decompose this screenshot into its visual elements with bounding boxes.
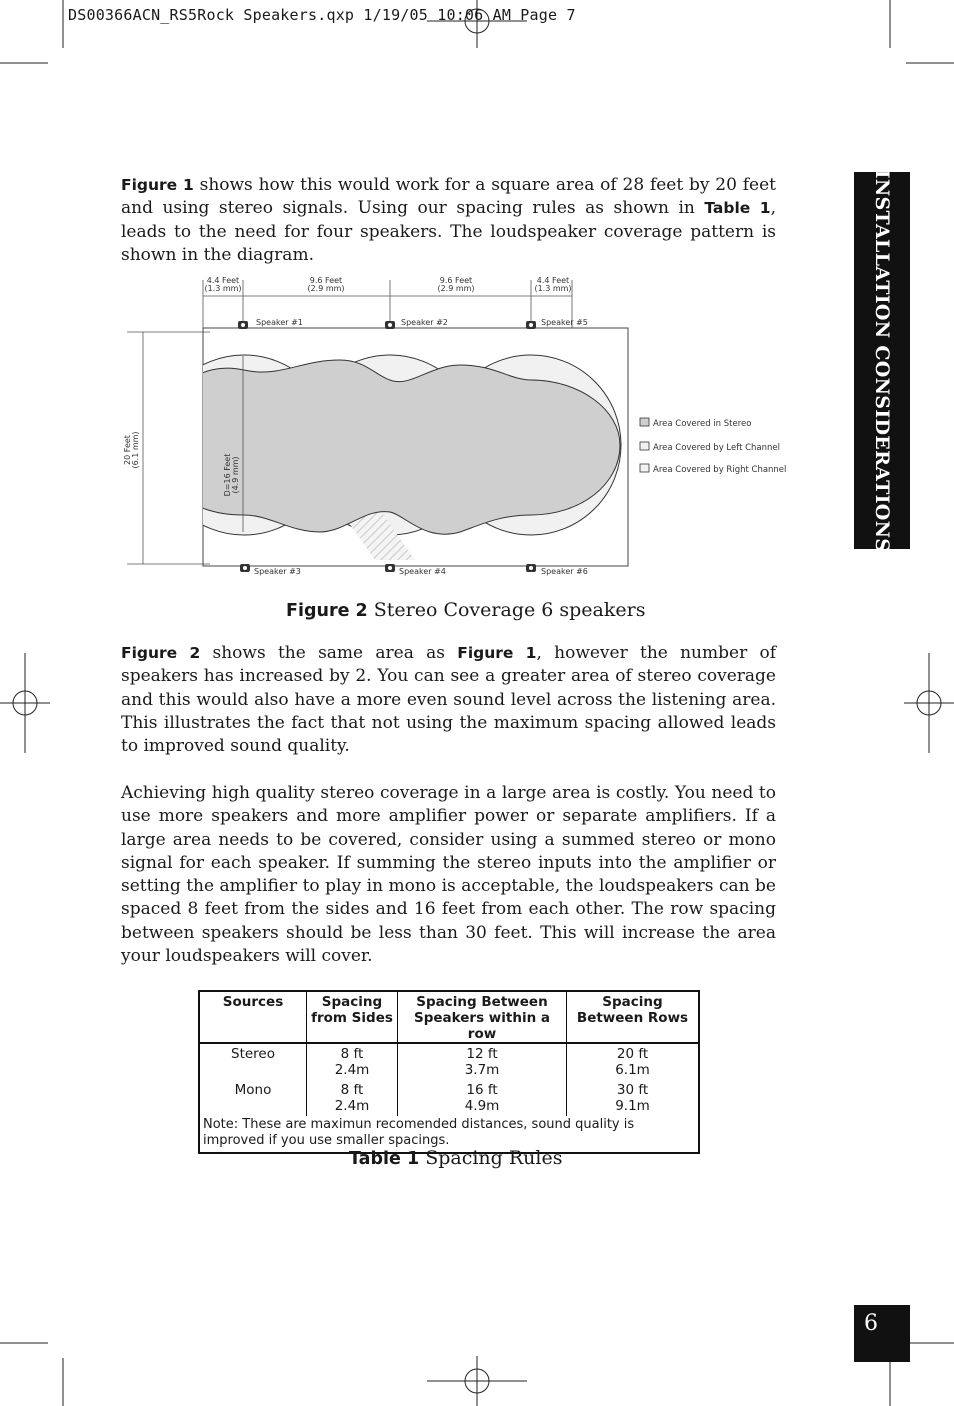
intro-paragraph: Figure 1 shows how this would work for a square area of 28 feet by 20 feet and using stereo signals. Using our spacing rules as shown in Table 1, leads to the need for four speakers. The loudspeaker coverage pattern is shown in the diagram.	[121, 175, 776, 265]
dim-top-3-metric: (2.9 mm)	[437, 284, 475, 293]
cell-source: Mono	[234, 1082, 272, 1098]
legend-swatch-left	[640, 442, 649, 450]
cost-paragraph: Achieving high quality stereo coverage in a large area is costly. You need to use more speakers and more amplifier power or separate amplifiers. If a large area needs to be covered, consider using a summed stereo or mono signal for each speaker. If summing the stereo inputs into the amplifier or setting the amplifier to play in mono is acceptable, the loudspeakers can be spaced 8 feet from the sides and 16 feet from each other. The row spacing between speakers should be less than 30 feet. This will increase the area your loudspeakers will cover.	[121, 783, 776, 967]
legend-swatch-right	[640, 464, 649, 472]
dim-left-metric: (6.1 mm)	[131, 431, 140, 469]
figure-caption: Figure 2 Stereo Coverage 6 speakers	[286, 599, 646, 621]
dim-top-4-metric: (1.3 mm)	[534, 284, 572, 293]
dim-top-1-metric: (1.3 mm)	[204, 284, 242, 293]
stereo-overlap-area	[160, 360, 620, 534]
figure2-paragraph: Figure 2 shows the same area as Figure 1, however the number of speakers has increased by 2. You can see a greater area of stereo coverage and this would also have a more even sound level across the listening area. This illustrates the fact that not using the maximum spacing allowed leads to improved sound quality.	[121, 643, 776, 757]
speaker-6-label: Speaker #6	[541, 567, 588, 576]
cell-rows: 30 ft 9.1m	[567, 1080, 700, 1116]
speaker-icon	[526, 564, 536, 572]
speaker-5-label: Speaker #5	[541, 318, 588, 327]
table-row	[199, 1043, 699, 1080]
legend-swatch-stereo	[640, 418, 649, 426]
dim-top-2-value: 9.6 Feet	[309, 276, 343, 285]
registration-mark-left	[0, 653, 50, 753]
cell-rows: 20 ft 6.1m	[567, 1043, 700, 1080]
section-tab-label: INSTALLATION CONSIDERATIONS	[871, 169, 893, 552]
section-tab	[854, 169, 910, 552]
speaker-2-label: Speaker #2	[401, 318, 448, 327]
speaker-3-label: Speaker #3	[254, 567, 301, 576]
coverage-diagram	[110, 270, 790, 585]
table-caption: Table 1 Spacing Rules	[349, 1147, 563, 1169]
cell-source: Stereo	[231, 1046, 275, 1062]
speaker-4-label: Speaker #4	[399, 567, 446, 576]
header-between-rows: Spacing Between Rows	[567, 991, 700, 1043]
dim-diameter-value: D=16 Feet	[223, 453, 232, 497]
header-sources: Sources	[199, 991, 307, 1043]
dim-left-value: 20 Feet	[123, 435, 132, 465]
dim-top-2-metric: (2.9 mm)	[307, 284, 345, 293]
dim-top-3-value: 9.6 Feet	[439, 276, 473, 285]
cell-between: 12 ft 3.7m	[398, 1043, 567, 1080]
cell-sides: 8 ft 2.4m	[307, 1043, 398, 1080]
speaker-1-label: Speaker #1	[256, 318, 303, 327]
header-from-sides: Spacing from Sides	[307, 991, 398, 1043]
spacing-table	[198, 990, 700, 1154]
table-ref: Table 1	[704, 199, 771, 218]
dim-top-4-value: 4.4 Feet	[536, 276, 570, 285]
legend	[640, 418, 786, 475]
table-header-row	[199, 991, 699, 1043]
table-row	[199, 1080, 699, 1116]
dim-diameter-metric: (4.9 mm)	[231, 456, 240, 494]
speaker-icon	[526, 321, 536, 329]
print-slug: DS00366ACN_RS5Rock Speakers.qxp 1/19/05 10:06 AM Page 7	[68, 6, 576, 24]
table-note: Note: These are maximun recomended distances, sound quality is improved if you use smaller spacings.	[203, 1117, 635, 1148]
legend-stereo-label: Area Covered in Stereo	[653, 419, 752, 429]
figure-ref: Figure 1	[121, 176, 194, 194]
page-number-box	[854, 1305, 910, 1362]
cell-between: 16 ft 4.9m	[398, 1080, 567, 1116]
speaker-icon	[238, 321, 248, 329]
registration-mark-right	[904, 653, 954, 753]
cell-sides: 8 ft 2.4m	[307, 1080, 398, 1116]
legend-left-label: Area Covered by Left Channel	[653, 443, 781, 453]
speaker-icon	[240, 564, 250, 572]
dim-top-1-value: 4.4 Feet	[206, 276, 240, 285]
header-between-speakers: Spacing Between Speakers within a row	[398, 991, 567, 1043]
speaker-icon	[385, 321, 395, 329]
legend-right-label: Area Covered by Right Channel	[653, 465, 787, 475]
speaker-icon	[385, 564, 395, 572]
page-number: 6	[864, 1311, 878, 1336]
registration-mark-bottom	[427, 1356, 527, 1406]
